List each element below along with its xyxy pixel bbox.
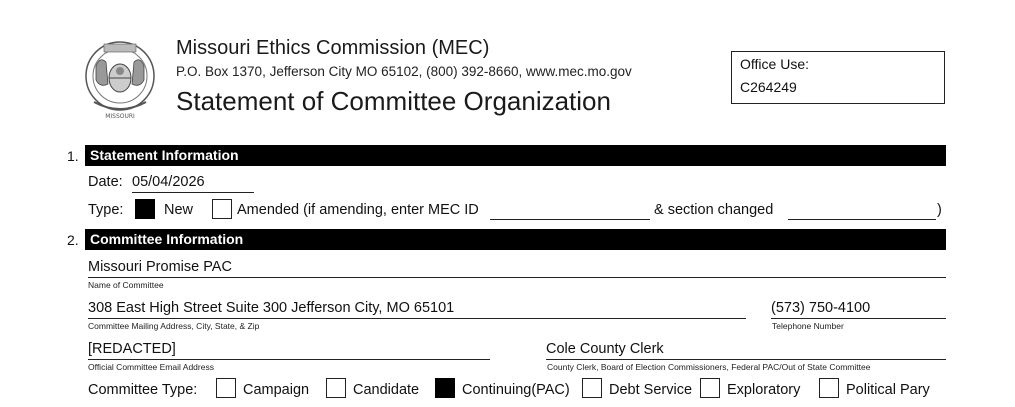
county-clerk-field[interactable] [546, 341, 946, 360]
svg-text:MISSOURI: MISSOURI [105, 113, 135, 120]
office-use-box [731, 51, 945, 104]
committee-type-exploratory-checkbox[interactable] [700, 378, 720, 398]
committee-type-exploratory-label: Exploratory [727, 382, 801, 398]
committee-type-campaign-checkbox[interactable] [216, 378, 236, 398]
email-caption: Official Committee Email Address [88, 362, 214, 372]
county-clerk-caption: County Clerk, Board of Election Commissioners, Federal PAC/Out of State Committee [547, 362, 871, 372]
telephone-caption: Telephone Number [772, 321, 844, 331]
date-field[interactable] [132, 174, 254, 193]
section-changed-label: & section changed [654, 202, 774, 218]
office-use-id: C264249 [740, 79, 797, 95]
committee-name-caption: Name of Committee [88, 280, 164, 290]
form-title: Statement of Committee Organization [176, 86, 611, 116]
section-changed-field[interactable] [788, 202, 936, 220]
section-1-number: 1. [67, 148, 79, 164]
committee-type-political-party-checkbox[interactable] [819, 378, 839, 398]
committee-address-caption: Committee Mailing Address, City, State, & Zip [88, 321, 260, 331]
county-clerk-value: Cole County Clerk [546, 341, 664, 357]
committee-type-candidate-checkbox[interactable] [326, 378, 346, 398]
committee-name-value: Missouri Promise PAC [88, 259, 232, 275]
committee-type-label: Committee Type: [88, 382, 198, 398]
type-label: Type: [88, 202, 124, 218]
mec-id-field[interactable] [490, 202, 650, 220]
telephone-value: (573) 750-4100 [771, 300, 871, 316]
date-value: 05/04/2026 [132, 174, 205, 190]
committee-type-continuing-label: Continuing(PAC) [462, 382, 570, 398]
type-amended-label: Amended (if amending, enter MEC ID [237, 202, 479, 218]
close-paren: ) [937, 202, 942, 218]
committee-type-debt-service-label: Debt Service [609, 382, 693, 398]
type-new-checkbox[interactable] [135, 199, 155, 219]
committee-type-campaign-label: Campaign [243, 382, 310, 398]
committee-type-political-party-label: Political Pary [846, 382, 930, 398]
section-2-header: Committee Information [85, 229, 946, 250]
commission-address: P.O. Box 1370, Jefferson City MO 65102, (800) 392-8660, www.mec.mo.gov [176, 64, 632, 79]
office-use-label: Office Use: [740, 56, 809, 72]
type-amended-checkbox[interactable] [212, 199, 232, 219]
email-field[interactable] [88, 341, 490, 360]
date-label: Date: [88, 174, 123, 190]
section-1-header: Statement Information [85, 145, 946, 166]
committee-address-field[interactable] [88, 300, 746, 319]
section-2-number: 2. [67, 232, 79, 248]
email-value: [REDACTED] [88, 341, 176, 357]
committee-type-candidate-label: Candidate [353, 382, 420, 398]
commission-name: Missouri Ethics Commission (MEC) [176, 37, 490, 59]
committee-name-field[interactable] [88, 259, 946, 278]
telephone-field[interactable] [771, 300, 946, 319]
missouri-seal-logo [82, 36, 158, 122]
type-new-label: New [164, 202, 194, 218]
committee-address-value: 308 East High Street Suite 300 Jefferson City, MO 65101 [88, 300, 455, 316]
committee-type-continuing-checkbox[interactable] [435, 378, 455, 398]
committee-type-debt-service-checkbox[interactable] [582, 378, 602, 398]
